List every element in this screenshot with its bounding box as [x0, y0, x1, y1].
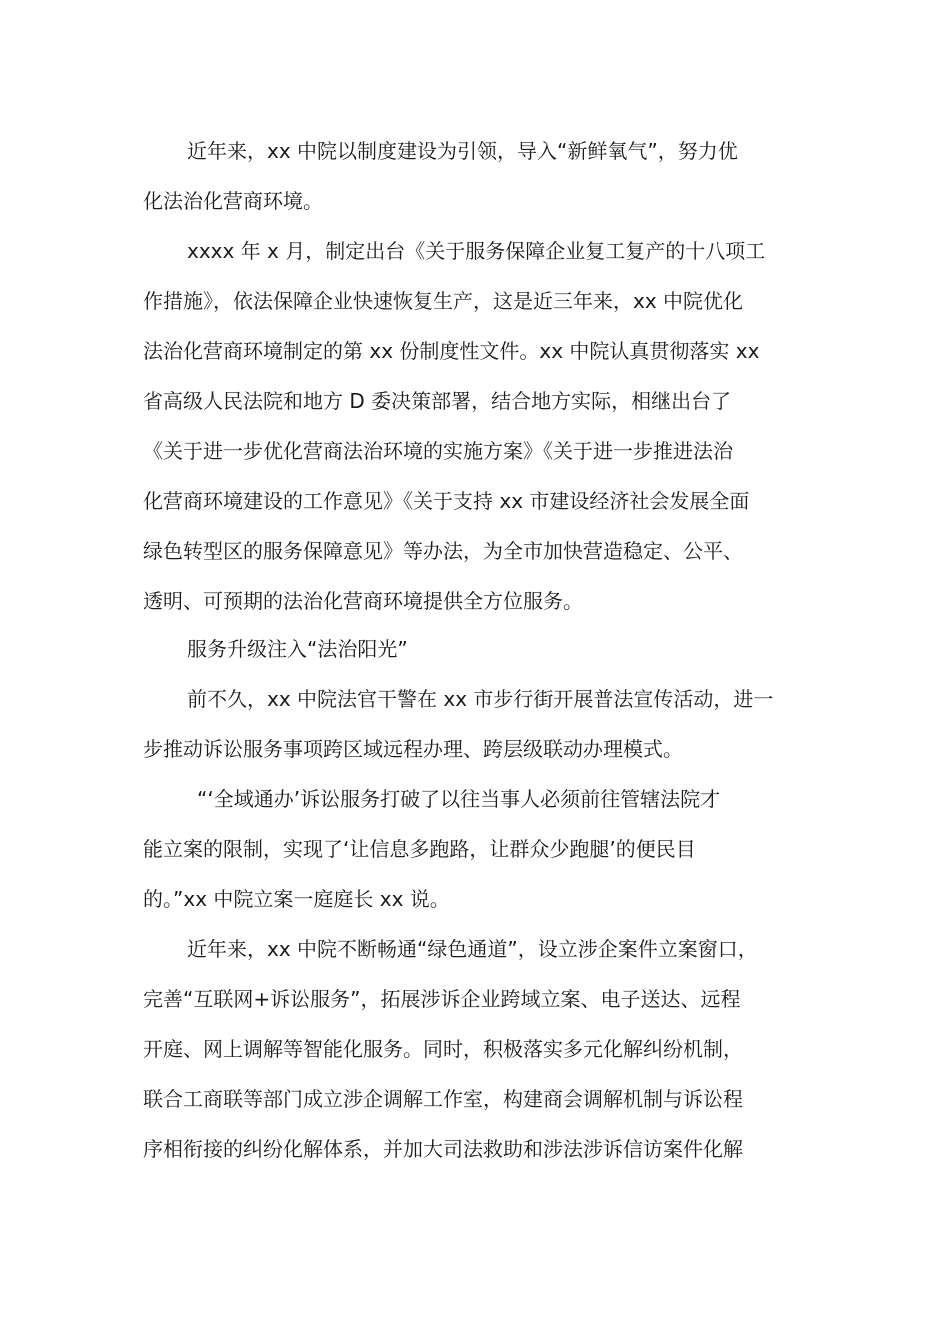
- text-line: 序相衔接的纠纷化解体系，并加大司法救助和涉法涉诉信访案件化解: [143, 1137, 743, 1161]
- text-line: 绿色转型区的服务保障意见》等办法，为全市加快营造稳定、公平、: [143, 539, 743, 563]
- text-line: 前不久，xx 中院法官干警在 xx 市步行街开展普法宣传活动，进一: [187, 687, 774, 711]
- text-line: 化营商环境建设的工作意见》《关于支持 xx 市建设经济社会发展全面: [143, 489, 750, 513]
- text-line: 近年来，xx 中院以制度建设为引领，导入“新鲜氧气”，努力优: [187, 139, 738, 163]
- text-line: 作措施》，依法保障企业快速恢复生产，这是近三年来，xx 中院优化: [143, 289, 744, 313]
- text-line: 步推动诉讼服务事项跨区域远程办理、跨层级联动办理模式。: [143, 737, 683, 761]
- text-line: “‘全域通办’诉讼服务打破了以往当事人必须前往管辖法院才: [197, 787, 721, 811]
- text-line: 的。”xx 中院立案一庭庭长 xx 说。: [143, 887, 450, 911]
- text-line: 法治化营商环境制定的第 xx 份制度性文件。xx 中院认真贯彻落实 xx: [143, 339, 760, 363]
- text-line: 近年来，xx 中院不断畅通“绿色通道”，设立涉企案件立案窗口，: [187, 937, 758, 961]
- section-heading: 服务升级注入“法治阳光”: [187, 637, 408, 661]
- text-line: 联合工商联等部门成立涉企调解工作室，构建商会调解机制与诉讼程: [143, 1087, 743, 1111]
- text-line: 省高级人民法院和地方 D 委决策部署，结合地方实际，相继出台了: [143, 389, 732, 413]
- text-line: 能立案的限制，实现了‘让信息多跑路，让群众少跑腿’的便民目: [143, 837, 696, 861]
- text-line: xxxx 年 x 月，制定出台《关于服务保障企业复工复产的十八项工: [187, 239, 766, 263]
- text-line: 完善“互联网+诉讼服务”，拓展涉诉企业跨域立案、电子送达、远程: [143, 987, 741, 1011]
- text-line: 开庭、网上调解等智能化服务。同时，积极落实多元化解纠纷机制，: [143, 1037, 743, 1061]
- text-line: 《关于进一步优化营商法治环境的实施方案》《关于进一步推进法治: [143, 439, 733, 463]
- text-line: 透明、可预期的法治化营商环境提供全方位服务。: [143, 589, 583, 613]
- text-line: 化法治化营商环境。: [143, 189, 323, 213]
